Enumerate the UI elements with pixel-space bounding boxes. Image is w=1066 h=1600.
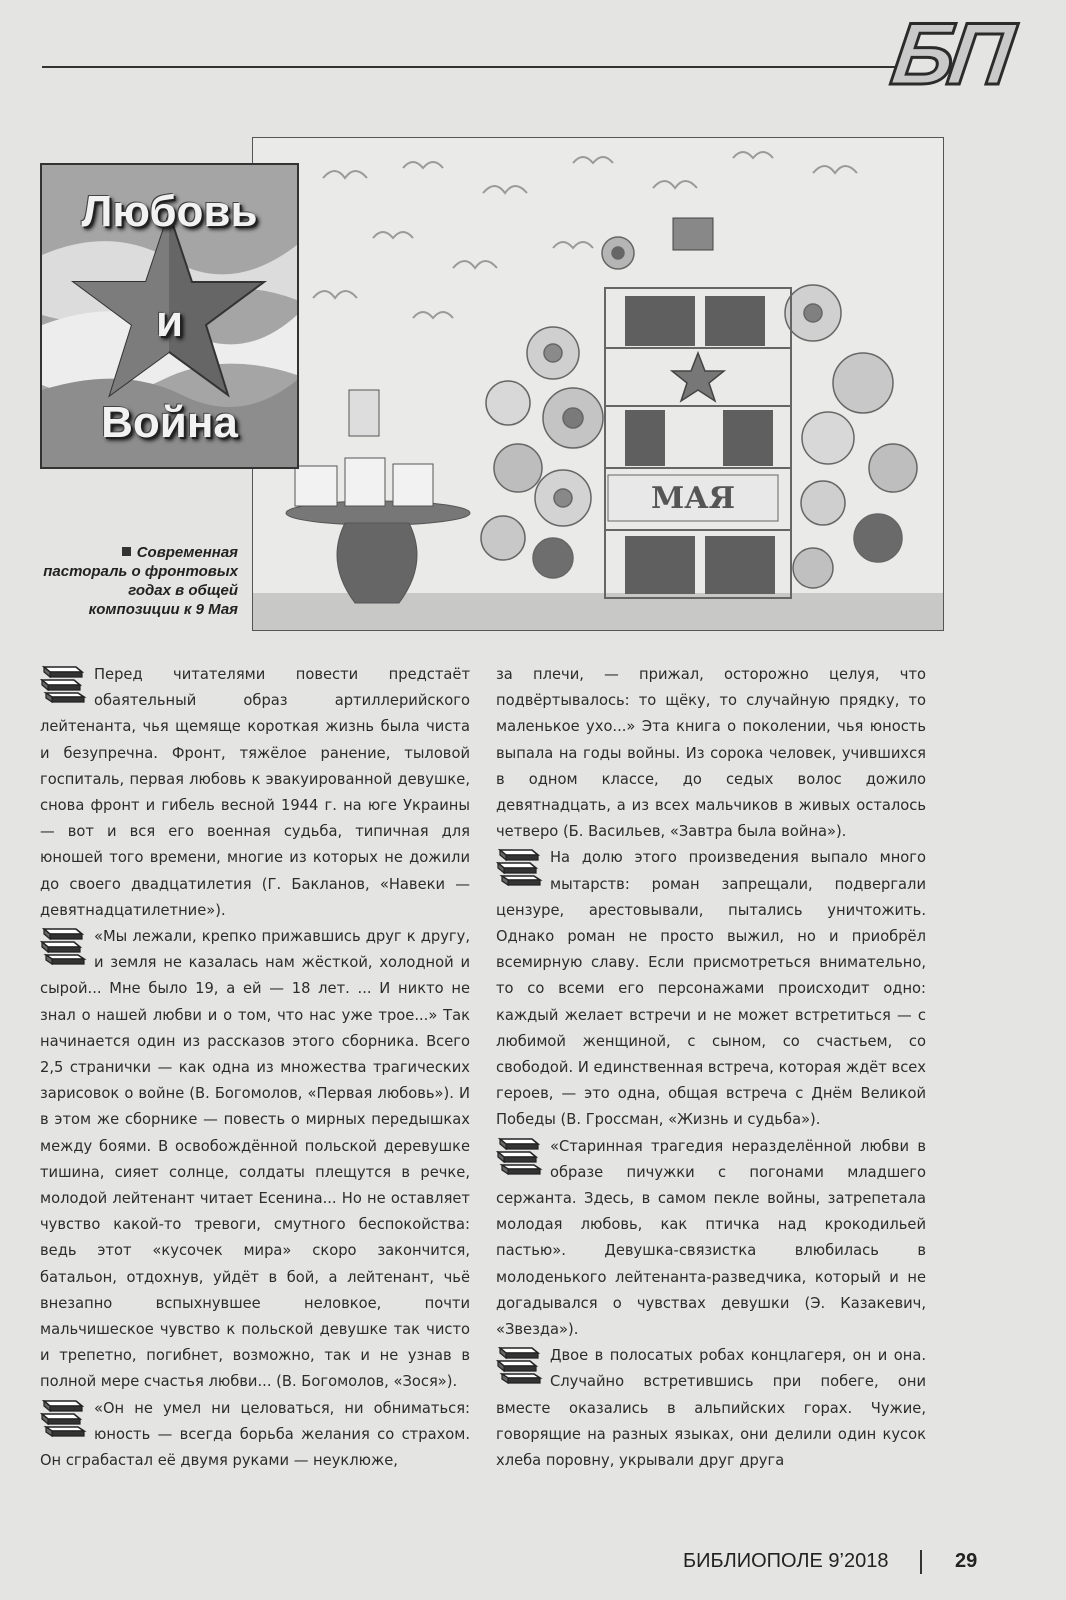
paragraph-text: «Старинная трагедия неразделённой любви в образе пичужки с погонами младшего сержанта. Здесь, в самом пекле войны, затрепетала молодая любовь, как птичка над крокодильей пастью». Девушка-связистка влюбилась в молоденького лейтенанта-разведчика, который и не догадывался о чувствах девушки (Э. Казакевич, «Звезда»).: [496, 1137, 926, 1339]
magazine-issue: БИБЛИОПОЛЕ 9’2018: [683, 1550, 889, 1572]
paragraph-text: Двое в полосатых робах концлагеря, он и она. Случайно встретившись при побеге, они вместе оказались в альпийских горах. Чужие, говорящие на разных языках, они делили один кусок хлеба поровну, укрывали друг друга: [496, 1347, 926, 1470]
shelf-sign: МАЯ: [650, 481, 736, 516]
paragraph: [40, 1396, 470, 1475]
poster-title-line2: и: [155, 297, 184, 346]
exhibition-photo: [252, 137, 944, 631]
paragraph: [40, 924, 470, 1396]
book-stack-icon: [40, 664, 88, 704]
paragraph: [496, 1134, 926, 1344]
page-number: 29: [955, 1550, 978, 1572]
book-stack-icon: [496, 847, 544, 887]
paragraph-text: «Он не умел ни целоваться, ни обниматься: юность — всегда борьба желания со страхом. Он сграбастал её двумя руками — неуклюже,: [40, 1399, 470, 1470]
page-footer: [683, 1550, 993, 1580]
book-stack-icon: [496, 1136, 544, 1176]
book-stack-icon: [40, 926, 88, 966]
paragraph: [496, 845, 926, 1133]
paragraph-text: Перед читателями повести предстаёт обаятельный образ артиллерийского лейтенанта, чья щемяще короткая жизнь была чиста и безупречна. Фронт, тяжёлое ранение, тыловой госпиталь, первая любовь к эвакуированной девушке, снова фронт и гибель весной 1944 г. на юге Украины — вот и вся его военная судьба, типичная для юношей того времени, многие из которых не дожили до своего двадцатилетия (Г. Бакланов, «Навеки — девятнадцатилетние»).: [40, 666, 470, 919]
caption-bullet: [122, 547, 131, 556]
paragraph-text: На долю этого произведения выпало много мытарств: роман запрещали, подвергали цензуре, арестовывали, пытались уничтожить. Однако роман не просто выжил, но и приобрёл всемирную славу. Если присмотреться внимательно, то со всеми его персонажами происходит одно: каждый желает встречи и не может встретиться — с любимой женщиной, с сыном, со счастьем, со свободой. И единственная встреча, которая ждёт всех героев, — это одна, общая встреча с Днём Великой Победы (В. Гроссман, «Жизнь и судьба»).: [496, 849, 926, 1129]
paragraph: [496, 662, 926, 845]
text-column-left: [40, 662, 470, 1474]
poster-title-line3: Война: [101, 398, 238, 447]
book-stack-icon: [496, 1345, 544, 1385]
poster-love-and-war: [40, 163, 299, 469]
paragraph-text: за плечи, — прижал, осторожно целуя, что подвёртывалось: то щёку, то случайную прядку, то маленькое ухо...» Эта книга о поколении, чья юность выпала на годы войны. Из сорока человек, учившихся в одном классе, до седых волос дожило девятнадцать, а из всех мальчиков в живых осталось четверо (Б. Васильев, «Завтра была война»).: [496, 666, 926, 841]
caption-text: Современная пастораль о фронтовых годах в общей композиции к 9 Мая: [43, 544, 238, 618]
paragraph-text: «Мы лежали, крепко прижавшись друг к другу, и земля не казалась нам жёсткой, холодной и сырой... Мне было 19, а ей — 18 лет. ... И никто не знал о нашей любви и о том, что нас уже трое...» Так начинается один из рассказов этого сборника. Всего 2,5 странички — как одна из множества трагических зарисовок о войне (В. Богомолов, «Первая любовь»). И в этом же сборнике — повесть о мирных передышках между боями. В освобождённой польской деревушке тишина, сияет солнце, солдаты плещутся в речке, молодой лейтенант читает Есенина... Но не оставляет чувство какой-то тревоги, смутного беспокойства: ведь этот «кусочек мира» скоро закончится, батальон, отдохнув, уйдёт в бой, а лейтенант, чьё внезапно вспыхнувшее неловкое, почти мальчишеское чувство к польской девушке так чисто и трепетно, погибнет, возможно, так и не узнав в полной мере счастья любви... (В. Богомолов, «Зося»).: [40, 928, 470, 1391]
header-rule: [42, 66, 907, 68]
text-column-right: [496, 662, 926, 1474]
paragraph: [40, 662, 470, 924]
paragraph: [496, 1343, 926, 1474]
poster-title-line1: Любовь: [81, 187, 258, 236]
footer-divider: [920, 1550, 922, 1574]
photo-caption: [40, 543, 238, 619]
book-stack-icon: [40, 1398, 88, 1438]
magazine-logo: БП: [886, 4, 1014, 103]
